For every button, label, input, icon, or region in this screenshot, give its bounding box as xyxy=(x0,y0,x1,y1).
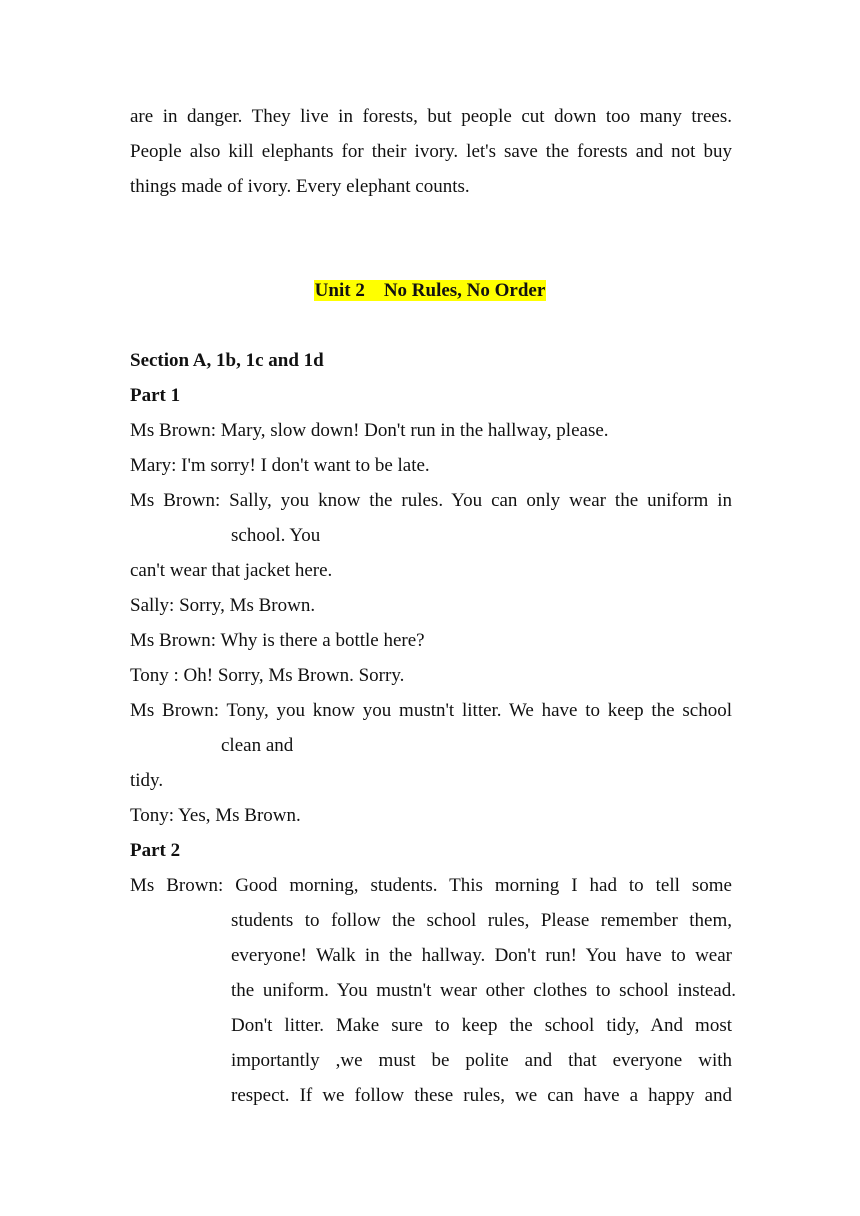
dialogue-line: Ms Brown: Tony, you know you mustn't litter. We have to keep the school xyxy=(130,700,732,721)
dialogue-line: clean and xyxy=(221,735,294,756)
dialogue-line: students to follow the school rules, Please remember them, xyxy=(231,910,732,931)
dialogue-line: Tony : Oh! Sorry, Ms Brown. Sorry. xyxy=(130,665,405,686)
section-heading: Section A, 1b, 1c and 1d xyxy=(130,350,324,371)
dialogue-line: Ms Brown: Why is there a bottle here? xyxy=(130,630,425,651)
dialogue-line: Sally: Sorry, Ms Brown. xyxy=(130,595,316,616)
intro-line: are in danger. They live in forests, but people cut down too many trees. xyxy=(130,106,732,127)
dialogue-line: Ms Brown: Sally, you know the rules. You can only wear the uniform in xyxy=(130,490,732,511)
dialogue-line: everyone! Walk in the hallway. Don't run! You have to wear xyxy=(231,945,732,966)
dialogue-line: Ms Brown: Good morning, students. This morning I had to tell some xyxy=(130,875,732,896)
unit-title xyxy=(0,279,860,303)
dialogue-line: the uniform. You mustn't wear other clothes to school instead. xyxy=(231,980,736,1001)
intro-line: things made of ivory. Every elephant counts. xyxy=(130,176,470,197)
unit-title-highlight: Unit 2 No Rules, No Order xyxy=(314,280,546,301)
dialogue-line: respect. If we follow these rules, we can have a happy and xyxy=(231,1085,732,1106)
dialogue-line: can't wear that jacket here. xyxy=(130,560,333,581)
part-heading: Part 2 xyxy=(130,840,181,861)
part-heading: Part 1 xyxy=(130,385,181,406)
dialogue-line: Don't litter. Make sure to keep the school tidy, And most xyxy=(231,1015,732,1036)
dialogue-line: school. You xyxy=(231,525,321,546)
dialogue-line: tidy. xyxy=(130,770,164,791)
intro-line: People also kill elephants for their ivory. let's save the forests and not buy xyxy=(130,141,732,162)
dialogue-line: importantly ,we must be polite and that everyone with xyxy=(231,1050,732,1071)
dialogue-line: Ms Brown: Mary, slow down! Don't run in the hallway, please. xyxy=(130,420,609,441)
dialogue-line: Mary: I'm sorry! I don't want to be late. xyxy=(130,455,430,476)
dialogue-line: Tony: Yes, Ms Brown. xyxy=(130,805,301,826)
